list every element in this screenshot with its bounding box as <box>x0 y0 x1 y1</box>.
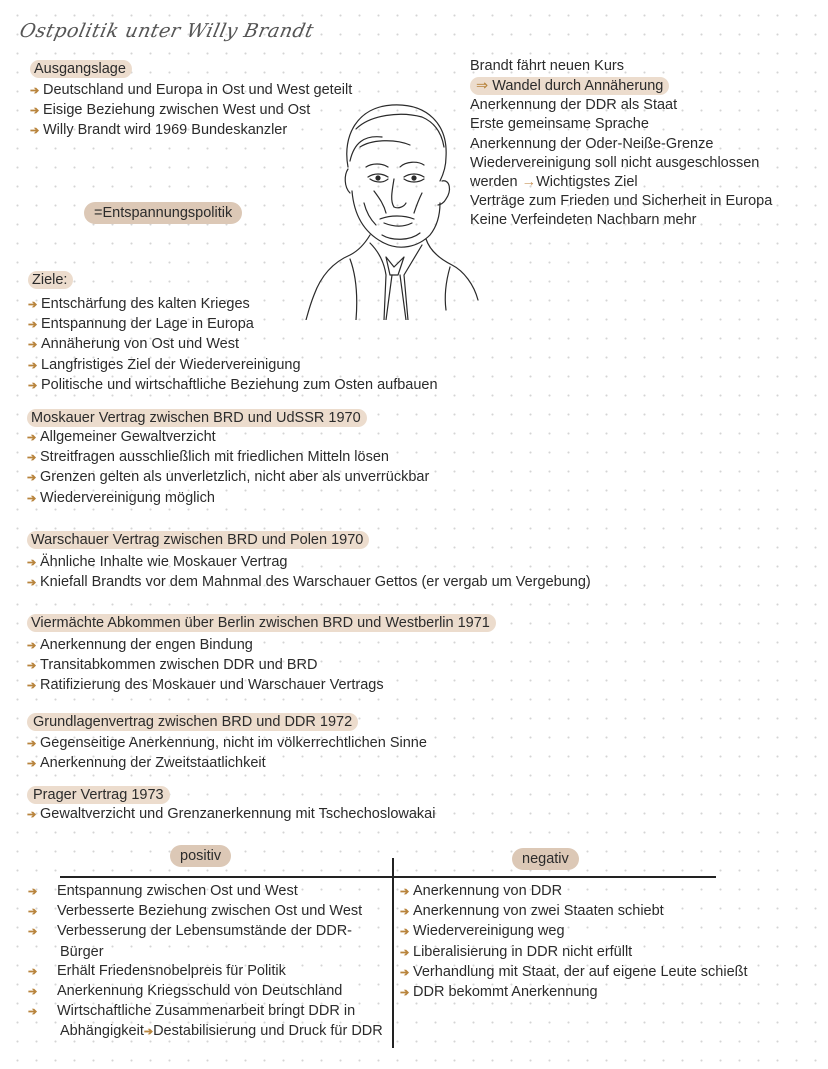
tag-entspannungspolitik: =Entspannungspolitik <box>84 202 242 224</box>
arrow-right-icon: ➔ <box>27 577 37 590</box>
list-item: ➔ Allgemeiner Gewaltverzicht <box>27 428 429 448</box>
list-item: Verträge zum Frieden und Sicherheit in Europa <box>470 193 773 210</box>
list-item: ➔ Gegenseitige Anerkennung, nicht im völkerrechtlichen Sinne <box>27 734 427 754</box>
arrow-right-icon: ➔ <box>28 299 38 311</box>
list-item: ➔ Wiedervereinigung möglich <box>27 489 429 509</box>
list-item: ➔ Entspannung zwischen Ost und West <box>44 882 390 902</box>
arrow-right-icon: ➔ <box>27 680 37 693</box>
arrow-right-icon: ➔ <box>27 472 37 485</box>
list-item: ➔ Verhandlung mit Staat, der auf eigene Leute schießt <box>400 963 748 983</box>
column-label-positiv: positiv <box>170 845 231 867</box>
arrow-right-icon: ➔ <box>30 105 40 118</box>
arrow-right-icon: ➔ <box>27 738 37 750</box>
list-item: ➔ Deutschland und Europa in Ost und West geteilt <box>30 81 352 101</box>
arrow-right-icon: ➔ <box>27 809 37 821</box>
list-item: ➔ Langfristiges Ziel der Wiedervereinigung <box>28 356 438 376</box>
list-item: ➔ Annäherung von Ost und West <box>28 335 438 355</box>
list-item: ➔ Anerkennung der engen Bindung <box>27 636 496 656</box>
arrow-right-icon: ➔ <box>28 339 38 352</box>
arrow-right-icon: ➔ <box>400 906 410 919</box>
section-prag <box>27 786 435 825</box>
list-item: werden →Wichtigstes Ziel <box>470 174 638 191</box>
list-item: ➔ Anerkennung der Zweitstaatlichkeit <box>27 754 427 774</box>
section-heading: Moskauer Vertrag zwischen BRD und UdSSR 1970 <box>27 409 367 427</box>
section-moskau <box>27 409 429 509</box>
arrow-right-icon: ➔ <box>28 906 38 919</box>
arrow-right-icon: ➔ <box>30 125 40 138</box>
section-heading: Warschauer Vertrag zwischen BRD und Polen 1970 <box>27 531 369 549</box>
list-item: ➔ Transitabkommen zwischen DDR und BRD <box>27 656 496 676</box>
arrow-right-icon: ➔ <box>27 640 37 652</box>
list-item: ➔ Ratifizierung des Moskauer und Warschauer Vertrags <box>27 676 496 696</box>
section-heading: Viermächte Abkommen über Berlin zwischen BRD und Westberlin 1971 <box>27 614 496 632</box>
arrow-right-icon: ➔ <box>27 557 37 569</box>
arrow-right-icon: ➔ <box>28 886 38 898</box>
list-item: ➔ Entschärfung des kalten Krieges <box>28 295 438 315</box>
arrow-right-icon: ➔ <box>28 986 38 999</box>
list-item: ➔ Streitfragen ausschließlich mit friedlichen Mitteln lösen <box>27 448 429 468</box>
list-item: ➔ Anerkennung von DDR <box>400 882 748 902</box>
arrow-right-icon: ➔ <box>27 452 37 465</box>
list-item: ➔ DDR bekommt Anerkennung <box>400 983 748 1003</box>
double-arrow-icon: ⇒ <box>476 78 493 95</box>
list-item: ➔ Verbesserte Beziehung zwischen Ost und West <box>44 902 390 922</box>
list-item: ➔ Liberalisierung in DDR nicht erfüllt <box>400 943 748 963</box>
subheading: ⇒ Wandel durch Annäherung <box>470 77 669 95</box>
section-ziele <box>28 271 438 396</box>
arrow-right-icon: ➔ <box>400 966 410 979</box>
list-item: Wiedervereinigung soll nicht ausgeschlossen <box>470 154 760 171</box>
section-heading: Prager Vertrag 1973 <box>27 786 170 804</box>
section-heading: Ausgangslage <box>30 60 132 78</box>
section-warschau <box>27 531 591 593</box>
list-item: ➔ Wiedervereinigung weg <box>400 922 748 942</box>
list-positiv <box>28 882 390 1043</box>
list-item: ➔ Ähnliche Inhalte wie Moskauer Vertrag <box>27 553 591 573</box>
table-divider-horizontal <box>60 876 716 878</box>
list-item: ➔ Grenzen gelten als unverletzlich, nicht aber als unverrückbar <box>27 468 429 488</box>
list-item: ➔ Verbesserung der Lebensumstände der DDR-Bürger <box>28 923 352 960</box>
list-item: ➔ Politische und wirtschaftliche Beziehung zum Osten aufbauen <box>28 376 438 396</box>
list-negativ <box>400 882 748 1003</box>
arrow-right-icon: ➔ <box>28 965 38 978</box>
table-divider-vertical <box>392 858 394 1048</box>
list-item: Erste gemeinsame Sprache <box>470 116 649 133</box>
list-item: ➔ Erhält Friedensnobelpreis für Politik <box>44 962 390 982</box>
list-item: ➔ Anerkennung Kriegsschuld von Deutschland <box>44 982 390 1002</box>
section-heading: Ziele: <box>28 271 73 289</box>
arrow-right-icon: ➔ <box>27 660 37 673</box>
list-item: ➔ Gewaltverzicht und Grenzanerkennung mit Tschechoslowakai <box>27 805 435 825</box>
arrow-right-icon: ➔ <box>27 432 37 444</box>
arrow-right-icon: ➔ <box>400 946 410 959</box>
arrow-right-icon: ➔ <box>143 1026 154 1039</box>
arrow-right-icon: ➔ <box>27 758 37 771</box>
arrow-right-icon: ➔ <box>30 85 40 97</box>
list-item: Anerkennung der Oder-Neiße-Grenze <box>470 135 714 152</box>
section-viermaechte <box>27 614 496 697</box>
list-item: Anerkennung der DDR als Staat <box>470 97 678 114</box>
list-item: ➔ Wirtschaftliche Zusammenarbeit bringt DDR in Abhängigkeit➔Destabilisierung und Druck für DDR <box>28 1003 383 1040</box>
arrow-right-icon: ➔ <box>400 886 410 898</box>
list-item: ➔ Eisige Beziehung zwischen West und Ost <box>30 101 352 121</box>
section-grundlagen <box>27 713 427 774</box>
arrow-right-icon: ➔ <box>28 319 38 332</box>
list-item: ➔ Anerkennung von zwei Staaten schiebt <box>400 902 748 922</box>
arrow-right-icon: ➔ <box>400 926 410 939</box>
list-item: Keine Verfeindeten Nachbarn mehr <box>470 212 697 229</box>
arrow-right-icon: ➔ <box>28 379 38 392</box>
column-label-negativ: negativ <box>512 848 579 870</box>
arrow-right-icon: ➔ <box>28 1006 38 1019</box>
section-heading: Brandt fährt neuen Kurs <box>470 58 624 74</box>
arrow-right-icon: ➔ <box>400 987 410 1000</box>
page-title: Ostpolitik unter Willy Brandt <box>17 20 316 42</box>
section-kurs <box>470 57 772 231</box>
arrow-right-icon: ➔ <box>28 359 38 372</box>
arrow-right-icon: → <box>521 174 537 191</box>
list-item: ➔ Kniefall Brandts vor dem Mahnmal des Warschauer Gettos (er vergab um Vergebung) <box>27 573 591 593</box>
arrow-right-icon: ➔ <box>28 926 38 939</box>
section-heading: Grundlagenvertrag zwischen BRD und DDR 1972 <box>27 713 358 731</box>
arrow-right-icon: ➔ <box>27 492 37 505</box>
list-item: ➔ Willy Brandt wird 1969 Bundeskanzler <box>30 121 352 141</box>
list-item: ➔ Entspannung der Lage in Europa <box>28 315 438 335</box>
